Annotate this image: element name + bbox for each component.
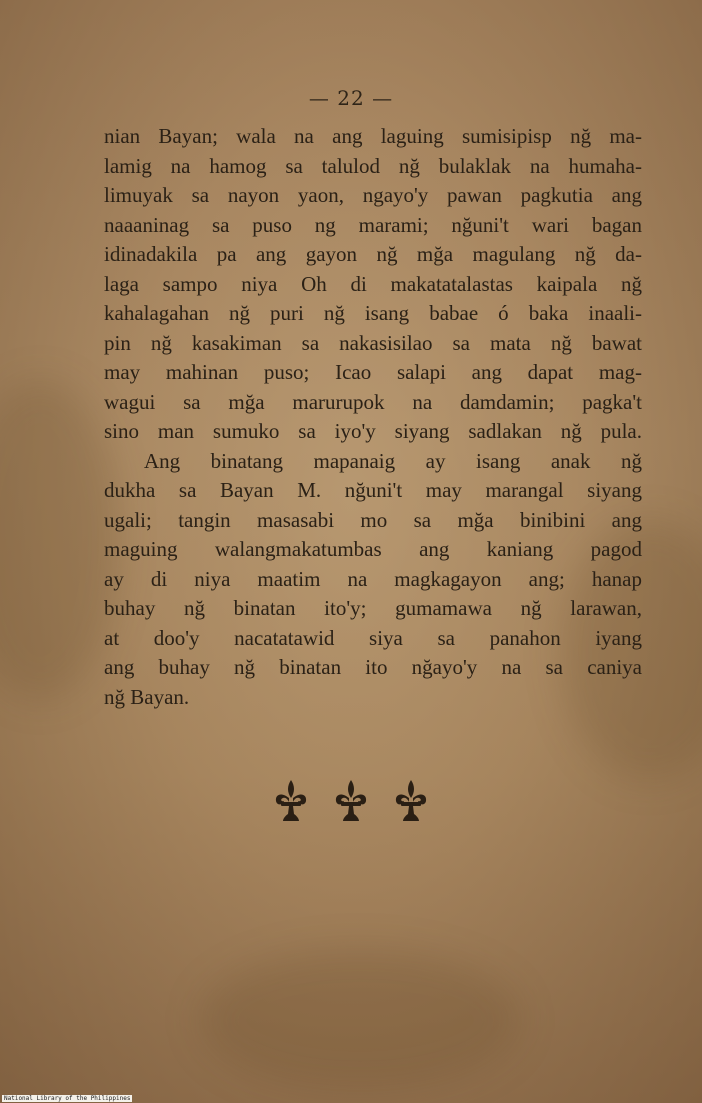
text-line: may mahinan puso; Icao salapi ang dapat mag- — [104, 360, 642, 384]
text-line: ay di niya maatim na magkagayon ang; hanap — [104, 566, 642, 591]
text-line: at doo'y nacatatawid siya sa panahon iyang — [104, 625, 642, 650]
fleur-de-lis-icon — [272, 778, 310, 822]
text-line: limuyak sa nayon yaon, ngayo'y pawan pagkutia ang — [104, 183, 642, 207]
text-line: ugali; tangin masasabi mo sa mğa binibini ang — [104, 507, 642, 532]
paper-stain — [200, 950, 520, 1090]
text-line: Ang binatang mapanaig ay isang anak nğ — [144, 448, 642, 473]
text-line: pin nğ kasakiman sa nakasisilao sa mata nğ bawat — [104, 330, 642, 355]
text-line: wagui sa mğa marurupok na damdamin; pagka't — [104, 389, 642, 414]
paper-stain — [0, 380, 120, 700]
ornament-row — [0, 778, 702, 822]
text-line: dukha sa Bayan M. nğuni't may marangal siyang — [104, 478, 642, 502]
text-line: kahalagahan nğ puri nğ isang babae ó baka inaali- — [104, 301, 642, 325]
text-line: laga sampo niya Oh di makatatalastas kaipala nğ — [104, 271, 642, 296]
text-line: nğ Bayan. — [104, 684, 190, 709]
fleur-de-lis-icon — [332, 778, 370, 822]
body-text — [104, 122, 642, 712]
text-line: naaaninag sa puso ng marami; nğuni't wari bagan — [104, 212, 642, 237]
text-line: lamig na hamog sa talulod nğ bulaklak na humaha- — [104, 153, 642, 178]
text-line: nian Bayan; wala na ang laguing sumisipisp nğ ma- — [104, 124, 642, 148]
text-line: idinadakila pa ang gayon nğ mğa magulang nğ da- — [104, 242, 642, 266]
text-line: buhay nğ binatan ito'y; gumamawa nğ larawan, — [104, 596, 642, 620]
text-line: ang buhay nğ binatan ito nğayo'y na sa caniya — [104, 655, 642, 679]
text-line: maguing walangmakatumbas ang kaniang pagod — [104, 537, 642, 561]
library-credit: National Library of the Philippines — [4, 1095, 131, 1102]
fleur-de-lis-icon — [392, 778, 430, 822]
page-number: — 22 — — [308, 86, 394, 110]
text-line: sino man sumuko sa iyo'y siyang sadlakan nğ pula. — [104, 419, 642, 443]
